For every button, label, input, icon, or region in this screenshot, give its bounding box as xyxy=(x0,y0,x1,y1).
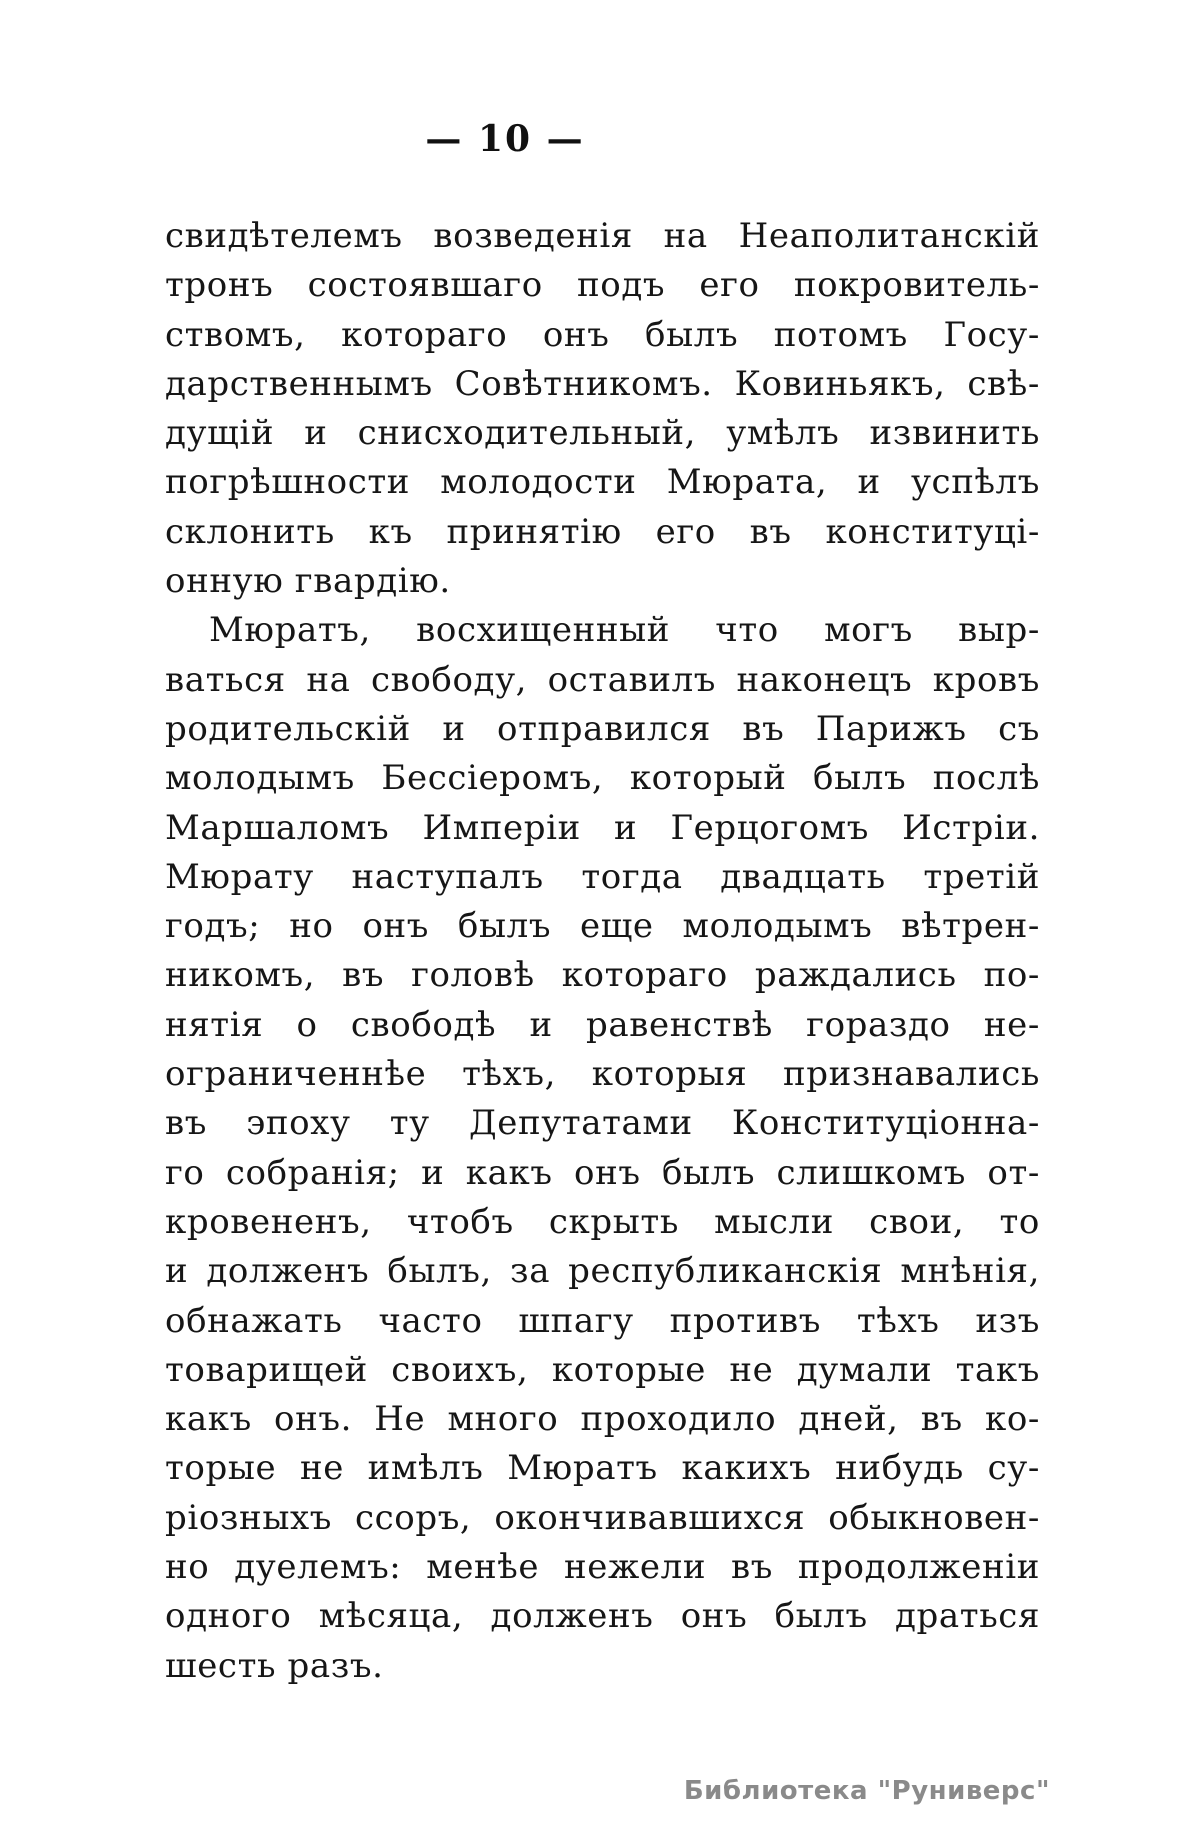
text-line: го собранія; и какъ онъ былъ слишкомъ от- xyxy=(165,1152,1040,1193)
text-line: дарственнымъ Совѣтникомъ. Ковиньякъ, свѣ- xyxy=(165,363,1040,404)
text-line: онную гвардію. xyxy=(165,561,451,602)
text-line: и долженъ былъ, за республиканскія мнѣнія, xyxy=(165,1251,1040,1292)
text-line: дущій и снисходительный, умѣлъ извинить xyxy=(165,413,1040,454)
library-watermark: Библиотека "Руниверс" xyxy=(683,1776,1050,1806)
page-number: — 10 — xyxy=(425,118,585,160)
text-line: ствомъ, котораго онъ былъ потомъ Госу- xyxy=(165,314,1040,355)
body-text xyxy=(165,212,1040,1691)
text-line: ограниченнѣе тѣхъ, которыя признавались xyxy=(165,1054,1040,1095)
text-line: склонить къ принятію его въ конституці- xyxy=(165,511,1040,552)
text-line: товарищей своихъ, которые не думали такъ xyxy=(165,1349,1040,1390)
text-line: кровененъ, чтобъ скрыть мысли свои, то xyxy=(165,1201,1040,1242)
text-line: но дуелемъ: менѣе нежели въ продолженіи xyxy=(165,1547,1040,1588)
text-line: шесть разъ. xyxy=(165,1645,384,1686)
text-line: нятія о свободѣ и равенствѣ гораздо не- xyxy=(165,1004,1040,1045)
text-line: годъ; но онъ былъ еще молодымъ вѣтрен- xyxy=(165,906,1040,947)
text-line: Мюрату наступалъ тогда двадцать третій xyxy=(165,856,1040,897)
text-line: погрѣшности молодости Мюрата, и успѣлъ xyxy=(165,462,1040,503)
text-line: какъ онъ. Не много проходило дней, въ ко- xyxy=(165,1399,1040,1440)
text-line: тронъ состоявшаго подъ его покровитель- xyxy=(165,265,1040,306)
text-line: обнажать часто шпагу противъ тѣхъ изъ xyxy=(165,1300,1040,1341)
text-line: въ эпоху ту Депутатами Конституціонна- xyxy=(165,1103,1040,1144)
text-line: родительскій и отправился въ Парижъ съ xyxy=(165,708,1040,749)
text-line: ріозныхъ ссоръ, окончивавшихся обыкновен- xyxy=(165,1497,1040,1538)
text-line: молодымъ Бессіеромъ, который былъ послѣ xyxy=(165,758,1040,799)
text-line: Мюратъ, восхищенный что могъ выр- xyxy=(209,610,1040,651)
text-line: Маршаломъ Имперіи и Герцогомъ Истріи. xyxy=(165,807,1040,848)
text-line: торые не имѣлъ Мюратъ какихъ нибудь су- xyxy=(165,1448,1040,1489)
text-line: ваться на свободу, оставилъ наконецъ кровъ xyxy=(165,659,1040,700)
text-line: одного мѣсяца, долженъ онъ былъ драться xyxy=(165,1596,1040,1637)
text-line: никомъ, въ головѣ котораго раждались по- xyxy=(165,955,1040,996)
text-line: свидѣтелемъ возведенія на Неаполитанскій xyxy=(165,216,1040,256)
